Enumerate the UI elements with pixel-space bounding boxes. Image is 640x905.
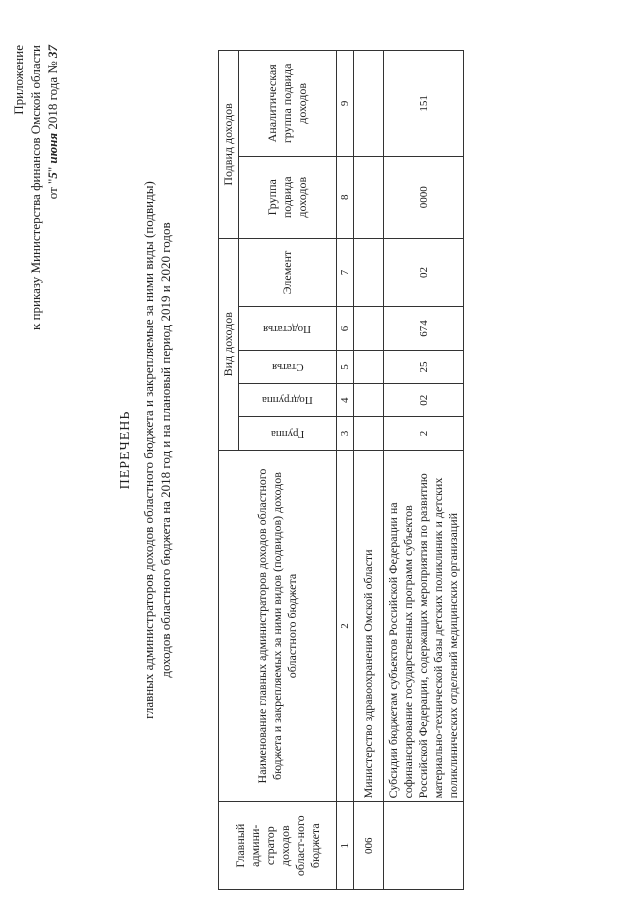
empty-cell [354,156,384,238]
empty-cell [354,417,384,450]
appendix-month: июня [45,132,60,164]
header-vid-article [239,350,337,383]
column-number: 7 [337,238,354,306]
document-subtitle [140,105,174,795]
header-vid-group [239,417,337,450]
document-title: ПЕРЕЧЕНЬ [118,410,133,490]
appendix-number: 37 [45,45,60,58]
header-vid-group-label: Группа [270,427,305,440]
empty-cell [354,350,384,383]
header-vid-subarticle-label: Подстатья [263,322,312,335]
subsidy-name: Субсидии бюджетам субъектов Российской Федерации на софинансирование государственных программ субъектов Российской Федерации, содержащих мероприятия по развитию материально-технической базы детских поликлиник и детских поликлинических отделений медицинских организаций [384,450,464,802]
subsidy-vid-subarticle: 674 [384,307,464,351]
header-podvid-group: Группа подвида доходов [239,156,337,238]
subsidy-vid-group: 2 [384,417,464,450]
document-subtitle-line1: главных администраторов доходов областного бюджета и закрепляемые за ними виды (подвиды) [141,181,156,719]
header-vid-subarticle [239,307,337,351]
table-header-row-1 [219,51,239,890]
column-number: 8 [337,156,354,238]
ministry-row [354,51,384,890]
ministry-code: 006 [354,802,384,890]
column-number: 3 [337,417,354,450]
column-number: 5 [337,350,354,383]
ministry-name: Министерство здравоохранения Омской области [354,450,384,802]
appendix-date-suffix: 2018 года № [45,61,60,130]
document-subtitle-line2: доходов областного бюджета на 2018 год и на плановый период 2019 и 2020 годов [158,222,173,678]
column-number-row [337,51,354,890]
column-number: 2 [337,450,354,802]
header-group-vid: Вид доходов [219,238,239,450]
subsidy-vid-subgroup: 02 [384,384,464,417]
column-number: 6 [337,307,354,351]
appendix-day: 5 [45,172,60,179]
header-vid-article-label: Статья [271,361,304,374]
column-number: 4 [337,384,354,417]
appendix-block [10,45,61,330]
revenue-administrators-table [218,50,464,890]
header-podvid-analytic: Аналитическая группа подвида доходов [239,51,337,157]
subsidy-vid-article: 25 [384,350,464,383]
appendix-title: Приложение [11,45,26,115]
column-number: 1 [337,802,354,890]
header-name: Наименование главных администраторов доходов областного бюджета и закрепляемых за ними видов (подвидов) доходов областного бюджета [219,450,337,802]
header-vid-element: Элемент [239,238,337,306]
appendix-date-line [44,45,61,330]
subsidy-podvid-analytic: 151 [384,51,464,157]
empty-cell [354,384,384,417]
empty-cell [384,802,464,890]
header-vid-subgroup-label: Подгруппа [262,394,313,407]
header-vid-subgroup [239,384,337,417]
empty-cell [354,307,384,351]
empty-cell [354,51,384,157]
header-admin: Главный админи-стратор доходов област-ного бюджета [219,802,337,890]
header-group-podvid: Подвид доходов [219,51,239,239]
subsidy-row [384,51,464,890]
subsidy-vid-element: 02 [384,238,464,306]
subsidy-podvid-group: 0000 [384,156,464,238]
appendix-date-prefix: от " [45,178,60,200]
empty-cell [354,238,384,306]
column-number: 9 [337,51,354,157]
appendix-date-quote: " [45,166,60,173]
appendix-order-reference: к приказу Министерства финансов Омской области [28,45,43,330]
